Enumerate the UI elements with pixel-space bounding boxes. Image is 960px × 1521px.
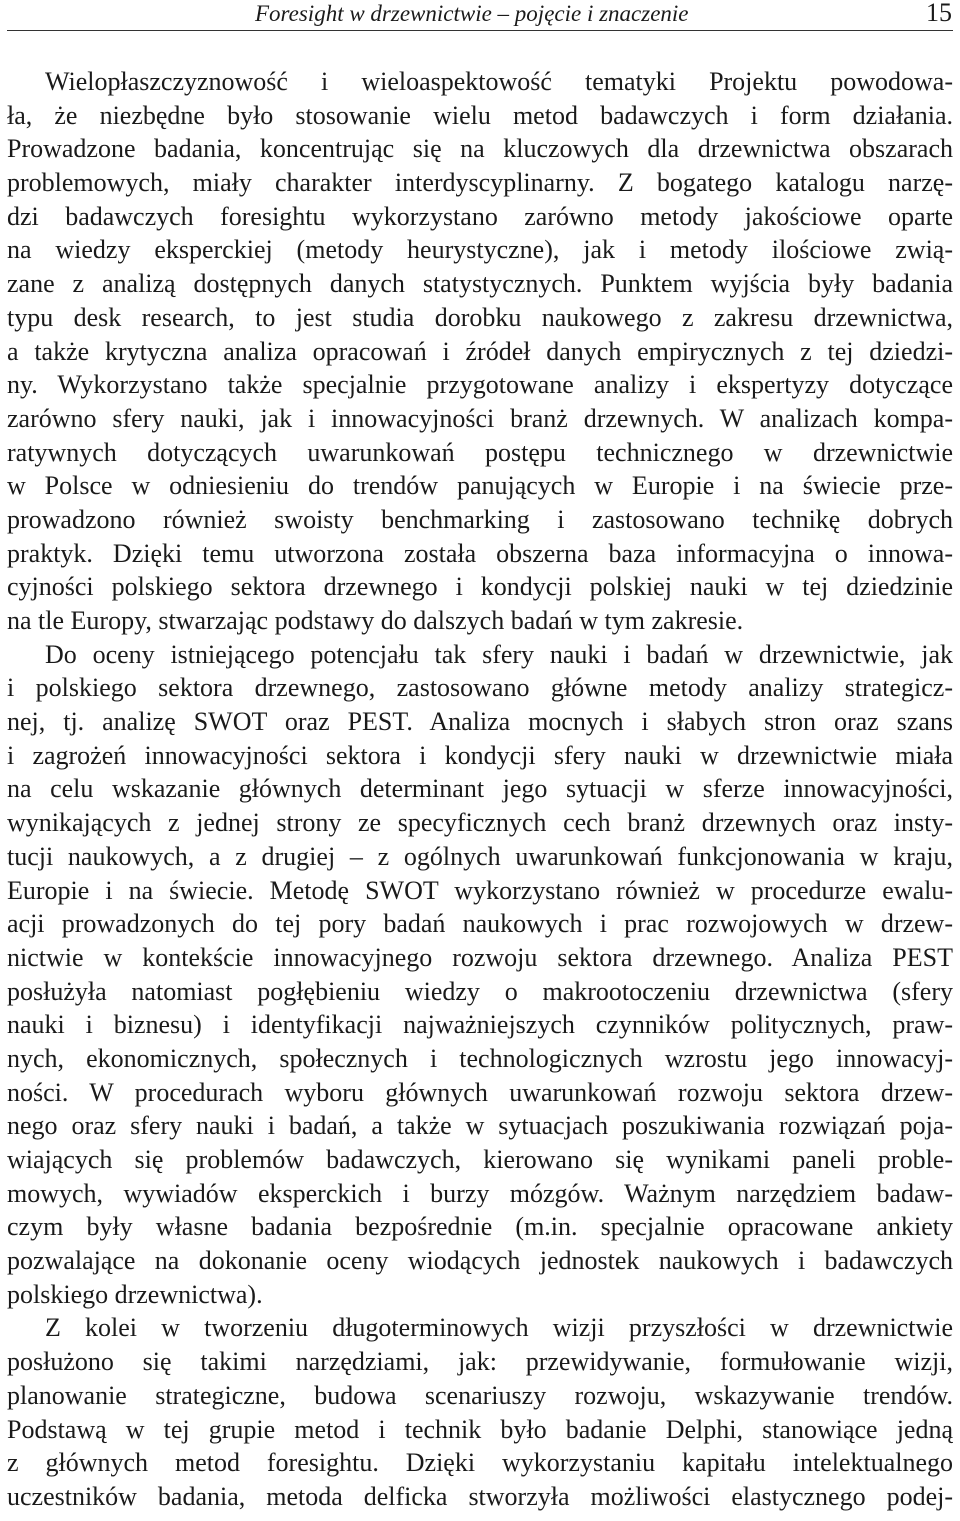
text-line: ny. Wykorzystano także specjalnie przygotowane analizy i ekspertyzy dotyczące — [7, 370, 953, 400]
text-line: polskiego drzewnictwa). — [7, 1279, 263, 1309]
text-line: z głównych metod foresightu. Dzięki wykorzystaniu kapitału intelektualnego — [7, 1448, 953, 1478]
text-line: ła, że niezbędne było stosowanie wielu metod badawczych i form działania. — [7, 100, 953, 130]
text-line: ności. W procedurach wyboru głównych uwarunkowań rozwoju sektora drzew- — [7, 1077, 953, 1107]
text-line: Z kolei w tworzeniu długoterminowych wizji przyszłości w drzewnictwie — [45, 1313, 953, 1343]
text-line: zarówno sfery nauki, jak i innowacyjności branż drzewnych. W analizach kompa- — [7, 403, 953, 433]
running-header — [7, 0, 953, 31]
text-line: Prowadzone badania, koncentrując się na kluczowych dla drzewnictwa obszarach — [7, 134, 953, 164]
text-line: nych, ekonomicznych, społecznych i technologicznych wzrostu jego innowacyj- — [7, 1043, 953, 1073]
text-line: i zagrożeń innowacyjności sektora i kondycji sfery nauki w drzewnictwie miała — [7, 740, 953, 770]
text-line: zane z analizą dostępnych danych statystycznych. Punktem wyjścia były badania — [7, 269, 953, 299]
text-line: Do oceny istniejącego potencjału tak sfery nauki i badań w drzewnictwie, jak — [45, 639, 953, 669]
text-line: dzi badawczych foresightu wykorzystano zarówno metody jakościowe oparte — [7, 201, 953, 231]
page-number: 15 — [926, 0, 952, 27]
text-line: planowanie strategiczne, budowa scenariuszy rozwoju, wskazywanie trendów. — [7, 1380, 953, 1410]
text-line: czym były własne badania bezpośrednie (m.in. specjalnie opracowane ankiety — [7, 1212, 953, 1242]
text-line: cyjności polskiego sektora drzewnego i kondycji polskiej nauki w tej dziedzinie — [7, 572, 953, 602]
text-line: posłużyła natomiast pogłębieniu wiedzy o makrootoczeniu drzewnictwa (sfery — [7, 976, 953, 1006]
text-line: nauki i biznesu) i identyfikacji najważniejszych czynników politycznych, praw- — [7, 1010, 953, 1040]
body-text — [7, 65, 953, 1514]
text-line: nictwie w kontekście innowacyjnego rozwoju sektora drzewnego. Analiza PEST — [7, 942, 953, 972]
text-line: nej, tj. analizę SWOT oraz PEST. Analiza mocnych i słabych stron oraz szans — [7, 707, 953, 737]
text-line: wiających się problemów badawczych, kierowano się wynikami paneli proble- — [7, 1145, 953, 1174]
text-line: nego oraz sfery nauki i badań, a także w sytuacjach poszukiwania rozwiązań poja- — [7, 1111, 953, 1141]
text-line: w Polsce w odniesieniu do trendów panujących w Europie i na świecie prze- — [7, 471, 953, 501]
text-line: Europie i na świecie. Metodę SWOT wykorzystano również w procedurze ewalu- — [7, 875, 953, 905]
text-line: i polskiego sektora drzewnego, zastosowano główne metody analizy strategicz- — [7, 673, 953, 703]
text-line: ratywnych dotyczących uwarunkowań postępu technicznego w drzewnictwie — [7, 437, 953, 467]
text-line: Wielopłaszczyznowość i wieloaspektowość tematyki Projektu powodowa- — [45, 67, 953, 96]
text-line: tucji naukowych, a z drugiej – z ogólnych uwarunkowań funkcjonowania w kraju, — [7, 841, 953, 871]
text-line: na celu wskazanie głównych determinant jego sytuacji w sferze innowacyjności, — [7, 774, 953, 804]
text-line: uczestników badania, metoda delficka stworzyła możliwości elastycznego podej- — [7, 1481, 953, 1511]
text-line: problemowych, miały charakter interdyscyplinarny. Z bogatego katalogu narzę- — [7, 168, 953, 198]
text-line: pozwalające na dokonanie oceny wiodących jednostek naukowych i badawczych — [7, 1246, 953, 1276]
text-line: typu desk research, to jest studia dorobku naukowego z zakresu drzewnictwa, — [7, 302, 953, 332]
running-title: Foresight w drzewnictwie – pojęcie i znaczenie — [255, 1, 689, 26]
text-line: mowych, wywiadów eksperckich i burzy mózgów. Ważnym narzędziem badaw- — [7, 1178, 953, 1208]
text-line: posłużono się takimi narzędziami, jak: przewidywanie, formułowanie wizji, — [7, 1347, 953, 1377]
text-line: na tle Europy, stwarzając podstawy do dalszych badań w tym zakresie. — [7, 606, 744, 635]
text-line: acji prowadzonych do tej pory badań naukowych i prac rozwojowych w drzew- — [7, 909, 953, 939]
text-line: prowadzono również swoisty benchmarking i zastosowano technikę dobrych — [7, 504, 953, 534]
text-line: wynikających z jednej strony ze specyficznych cech branż drzewnych oraz insty- — [7, 808, 953, 838]
text-line: Podstawą w tej grupie metod i technik było badanie Delphi, stanowiące jedną — [7, 1414, 953, 1444]
text-line: praktyk. Dzięki temu utworzona została obszerna baza informacyjna o innowa- — [7, 538, 953, 568]
text-line: a także krytyczna analiza opracowań i źródeł danych empirycznych z tej dziedzi- — [7, 336, 953, 366]
text-line: na wiedzy eksperckiej (metody heurystyczne), jak i metody ilościowe zwią- — [7, 235, 953, 265]
